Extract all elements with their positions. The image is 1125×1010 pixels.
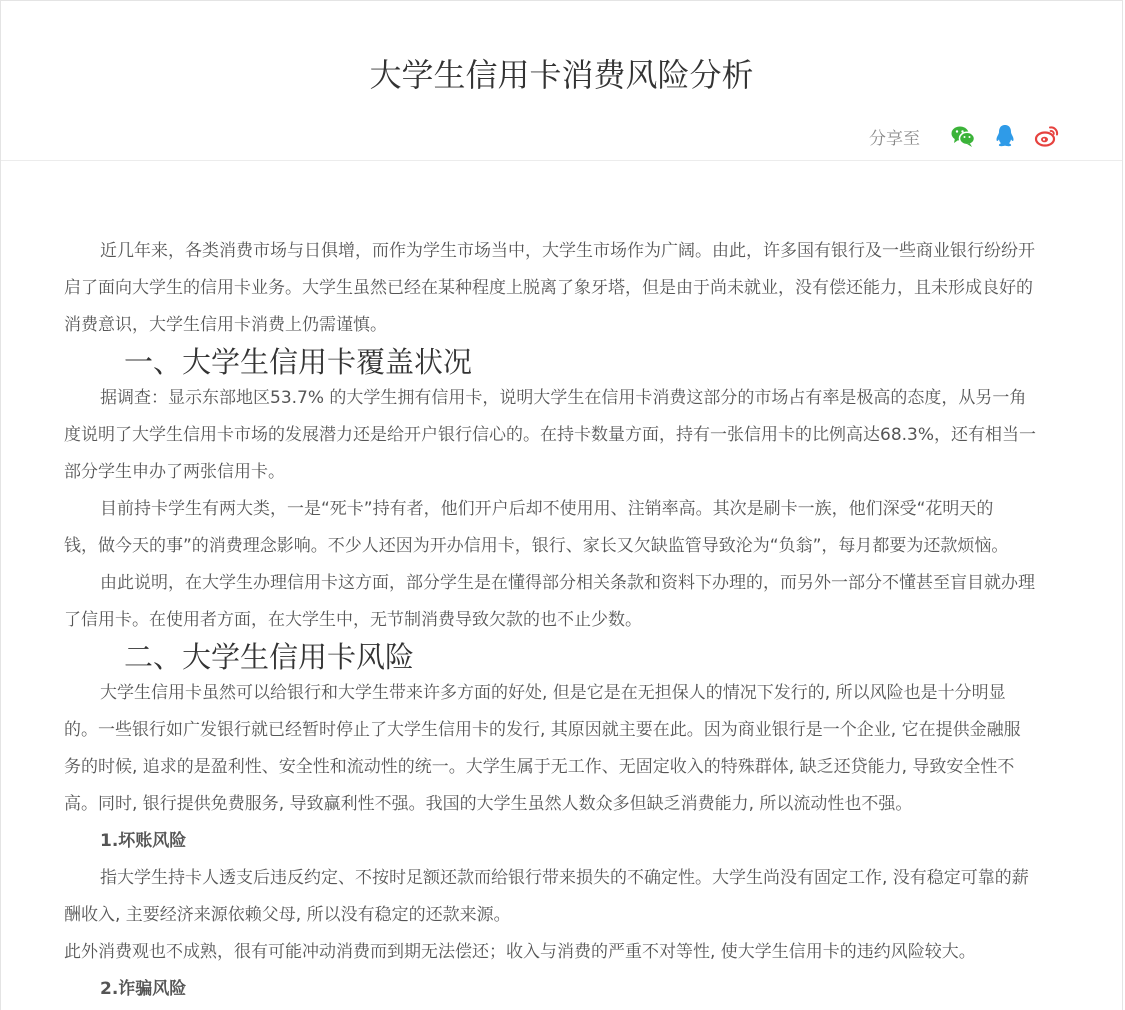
- risk-para1-line-2: 的。一些银行如广发银行就已经暂时停止了大学生信用卡的发行, 其原因就主要在此。因为商业银行是一个企业, 它在提供金融服: [64, 720, 1021, 740]
- weibo-icon[interactable]: [1034, 123, 1060, 149]
- subheading-bad-debt: 1.坏账风险: [100, 831, 187, 851]
- coverage-para2-line-1: 目前持卡学生有两大类，一是“死卡”持有者，他们开户后却不使用用、注销率高。其次是刷卡一族，他们深受“花明天的: [100, 499, 994, 519]
- bad-debt-line-1: 指大学生持卡人透支后违反约定、不按时足额还款而给银行带来损失的不确定性。大学生尚没有固定工作, 没有稳定可靠的薪: [100, 868, 1029, 888]
- bad-debt-extra-line: 此外消费观也不成熟，很有可能冲动消费而到期无法偿还；收入与消费的严重不对等性, 使大学生信用卡的违约风险较大。: [64, 942, 976, 962]
- coverage-para3-line-1: 由此说明，在大学生办理信用卡这方面，部分学生是在懂得部分相关条款和资料下办理的，而另外一部分不懂甚至盲目就办理: [100, 573, 1035, 593]
- coverage-para1-line-3: 部分学生申办了两张信用卡。: [64, 462, 285, 482]
- coverage-para2-line-2: 钱，做今天的事”的消费理念影响。不少人还因为开办信用卡，银行、家长又欠缺监管导致沦为“负翁”，每月都要为还款烦恼。: [64, 536, 1009, 556]
- article-title: 大学生信用卡消费风险分析: [369, 56, 754, 94]
- section-heading-risk: 二、大学生信用卡风险: [124, 640, 415, 674]
- article-header: [1, 1, 1122, 161]
- subheading-fraud: 2.诈骗风险: [100, 979, 187, 999]
- risk-para1-line-4: 高。同时, 银行提供免费服务, 导致赢利性不强。我国的大学生虽然人数众多但缺乏消费能力, 所以流动性也不强。: [64, 794, 913, 814]
- section-heading-coverage: 一、大学生信用卡覆盖状况: [124, 345, 473, 379]
- intro-line-2: 启了面向大学生的信用卡业务。大学生虽然已经在某种程度上脱离了象牙塔，但是由于尚未就业，没有偿还能力，且未形成良好的: [64, 278, 1033, 298]
- share-label: 分享至: [869, 128, 920, 149]
- risk-para1-line-1: 大学生信用卡虽然可以给银行和大学生带来许多方面的好处, 但是它是在无担保人的情况下发行的, 所以风险也是十分明显: [100, 683, 1006, 703]
- coverage-para1-line-1: 据调查：显示东部地区53.7% 的大学生拥有信用卡，说明大学生在信用卡消费这部分的市场占有率是极高的态度，从另一角: [100, 388, 1027, 408]
- intro-line-1: 近几年来，各类消费市场与日俱增，而作为学生市场当中，大学生市场作为广阔。由此，许多国有银行及一些商业银行纷纷开: [100, 241, 1035, 261]
- article-body: [64, 233, 1064, 1008]
- qq-icon[interactable]: [992, 123, 1018, 149]
- bad-debt-line-2: 酬收入, 主要经济来源依赖父母, 所以没有稳定的还款来源。: [64, 905, 511, 925]
- coverage-para1-line-2: 度说明了大学生信用卡市场的发展潜力还是给开户银行信心的。在持卡数量方面，持有一张信用卡的比例高达68.3%，还有相当一: [64, 425, 1037, 445]
- wechat-icon[interactable]: [950, 123, 976, 149]
- share-bar: [869, 121, 1060, 151]
- coverage-para3-line-2: 了信用卡。在使用者方面，在大学生中，无节制消费导致欠款的也不止少数。: [64, 610, 642, 630]
- risk-para1-line-3: 务的时候, 追求的是盈利性、安全性和流动性的统一。大学生属于无工作、无固定收入的特殊群体, 缺乏还贷能力, 导致安全性不: [64, 757, 1015, 777]
- intro-line-3: 消费意识，大学生信用卡消费上仍需谨慎。: [64, 315, 387, 335]
